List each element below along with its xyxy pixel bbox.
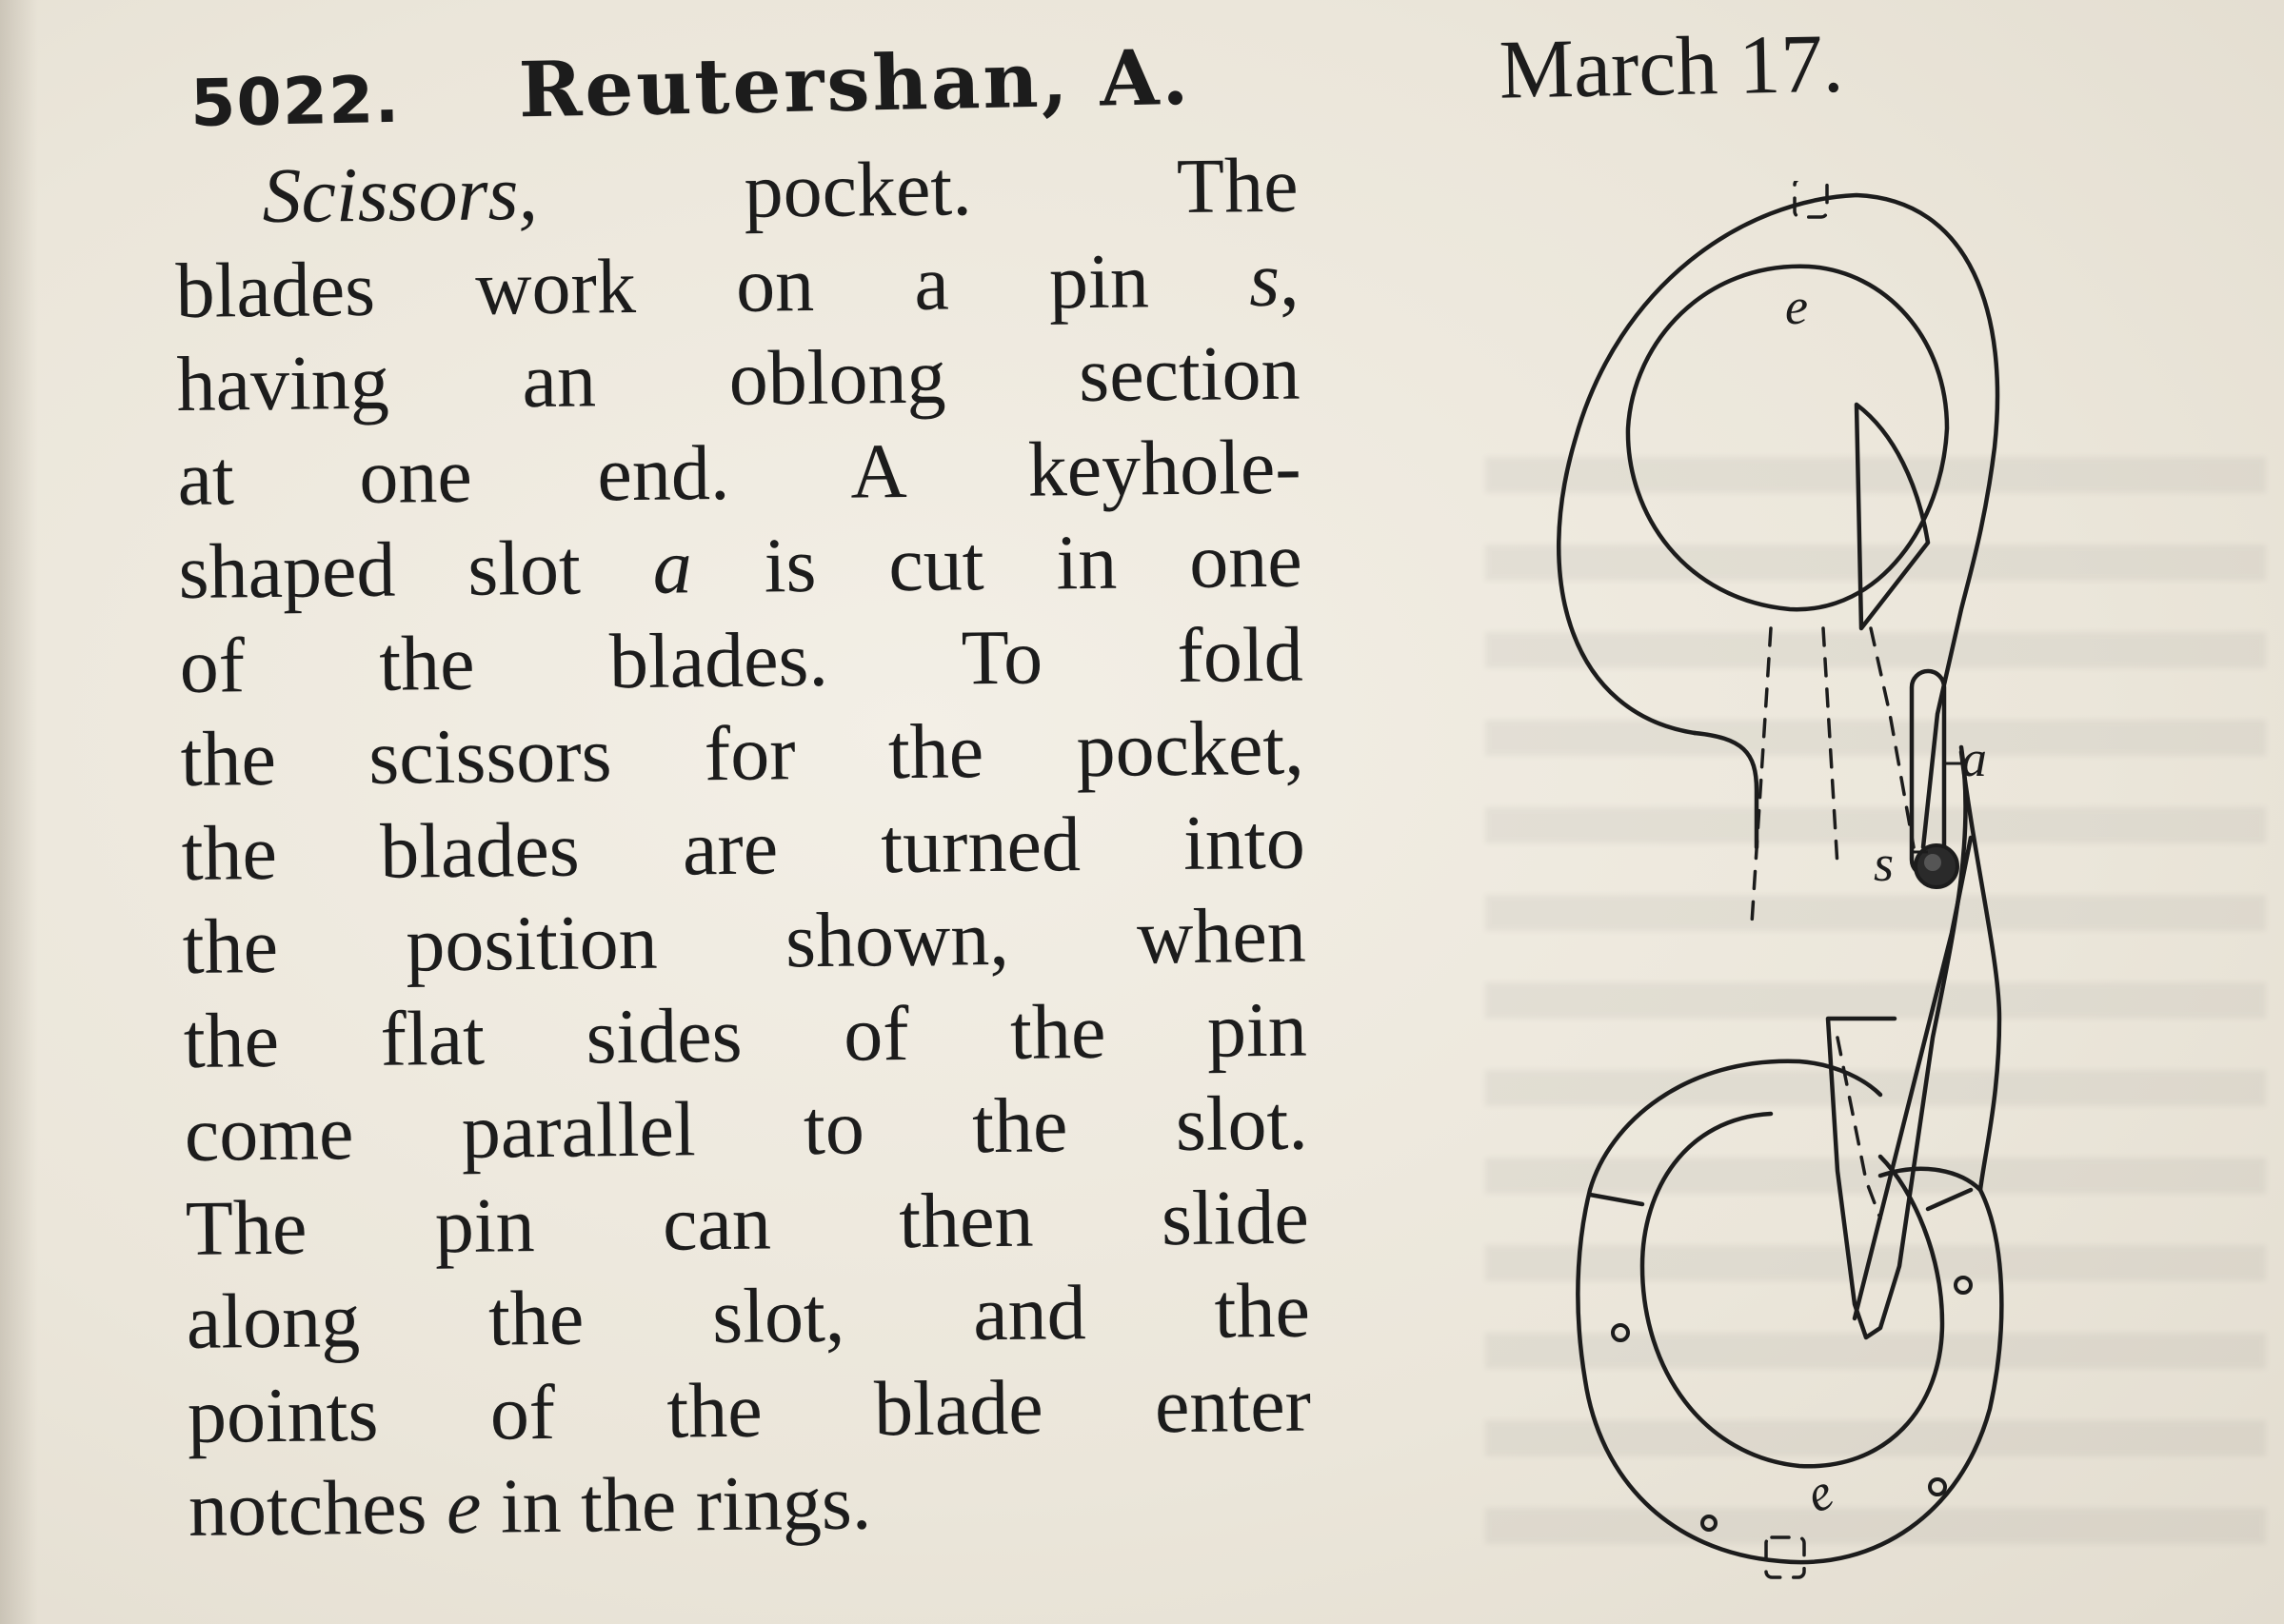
- text-run: in the rings.: [480, 1458, 872, 1550]
- text-line: [183, 982, 1307, 1088]
- hidden-blade-line-2: [1823, 628, 1837, 866]
- italic-term: Scissors,: [262, 149, 539, 240]
- pin-highlight: [1924, 854, 1941, 871]
- text-run: the scissors for the pocket,: [180, 703, 1305, 802]
- lower-blade-edge: [1855, 838, 1971, 1318]
- lower-ring-hole: [1642, 1114, 1942, 1466]
- text-line: [184, 1077, 1308, 1182]
- rivet-left: [1613, 1325, 1628, 1340]
- scissors-figure: [1552, 181, 2085, 1599]
- text-line: [182, 889, 1306, 995]
- text-run: ,: [1279, 235, 1300, 323]
- label-pin: s: [1874, 835, 1895, 892]
- text-line: [186, 1264, 1310, 1370]
- text-line: [178, 514, 1302, 620]
- text-run: come parallel to the slot.: [184, 1079, 1309, 1178]
- text-run: shaped slot: [178, 523, 654, 615]
- text-run: at one end. A keyhole-: [177, 423, 1302, 522]
- entry-number: 5022.: [189, 62, 401, 142]
- folded-scissors-drawing: [1552, 181, 2085, 1599]
- upper-ring-outer: [1559, 195, 1997, 847]
- lower-ring-band-right: [1928, 1190, 1971, 1209]
- text-run: the flat sides of the pin: [183, 985, 1308, 1084]
- text-line: [176, 327, 1301, 432]
- text-line: [179, 607, 1303, 713]
- entry-date: March 17.: [1498, 17, 1845, 117]
- label-bottom-notch: e: [1797, 1462, 1842, 1524]
- text-line: [185, 1170, 1309, 1276]
- text-run: points of the blade enter: [187, 1360, 1312, 1459]
- page-gutter-shadow: [0, 0, 38, 1624]
- inventor-name: Reutershan, A.: [517, 31, 1193, 135]
- text-line: [181, 795, 1305, 901]
- text-line: [188, 1452, 1312, 1557]
- label-slot: a: [1961, 730, 1987, 787]
- text-run: of the blades. To fold: [179, 610, 1304, 709]
- rivet-bottom-right: [1930, 1479, 1945, 1495]
- lower-ring-outer: [1578, 1061, 2001, 1562]
- text-line: [175, 232, 1300, 338]
- text-run: notches: [188, 1463, 447, 1553]
- upper-handle-bridge: [1695, 733, 1757, 847]
- italic-term: a: [652, 523, 693, 610]
- upper-blade-tip: [1857, 405, 1928, 628]
- text-run: The pin can then slide: [185, 1173, 1310, 1272]
- text-run: along the slot, and the: [186, 1266, 1311, 1365]
- entry-header: [189, 4, 1953, 161]
- text-run: the blades are turned into: [181, 798, 1306, 897]
- lower-ring-band-cap: [1880, 1169, 1980, 1190]
- text-run: the position shown, when: [182, 891, 1307, 990]
- text-line: [187, 1357, 1311, 1463]
- italic-term: e: [446, 1462, 482, 1551]
- text-run: blades work on a pin: [175, 235, 1250, 334]
- hidden-blade-line-3: [1871, 628, 1914, 847]
- text-run: pocket. The: [537, 141, 1299, 237]
- text-line: [177, 420, 1301, 525]
- text-run: is cut in one: [691, 516, 1303, 610]
- text-run: having an oblong section: [176, 328, 1301, 427]
- rivet-right: [1956, 1277, 1971, 1293]
- rivet-bottom-left: [1702, 1516, 1716, 1530]
- hidden-lower-line: [1837, 1038, 1880, 1218]
- text-line: [174, 139, 1299, 245]
- lower-ring-band-left: [1590, 1195, 1642, 1204]
- entry-description: [174, 139, 1312, 1557]
- italic-term: s: [1248, 235, 1281, 323]
- text-line: [180, 702, 1304, 807]
- label-top-notch: e: [1785, 278, 1808, 335]
- bottom-notch-outline: [1766, 1537, 1804, 1577]
